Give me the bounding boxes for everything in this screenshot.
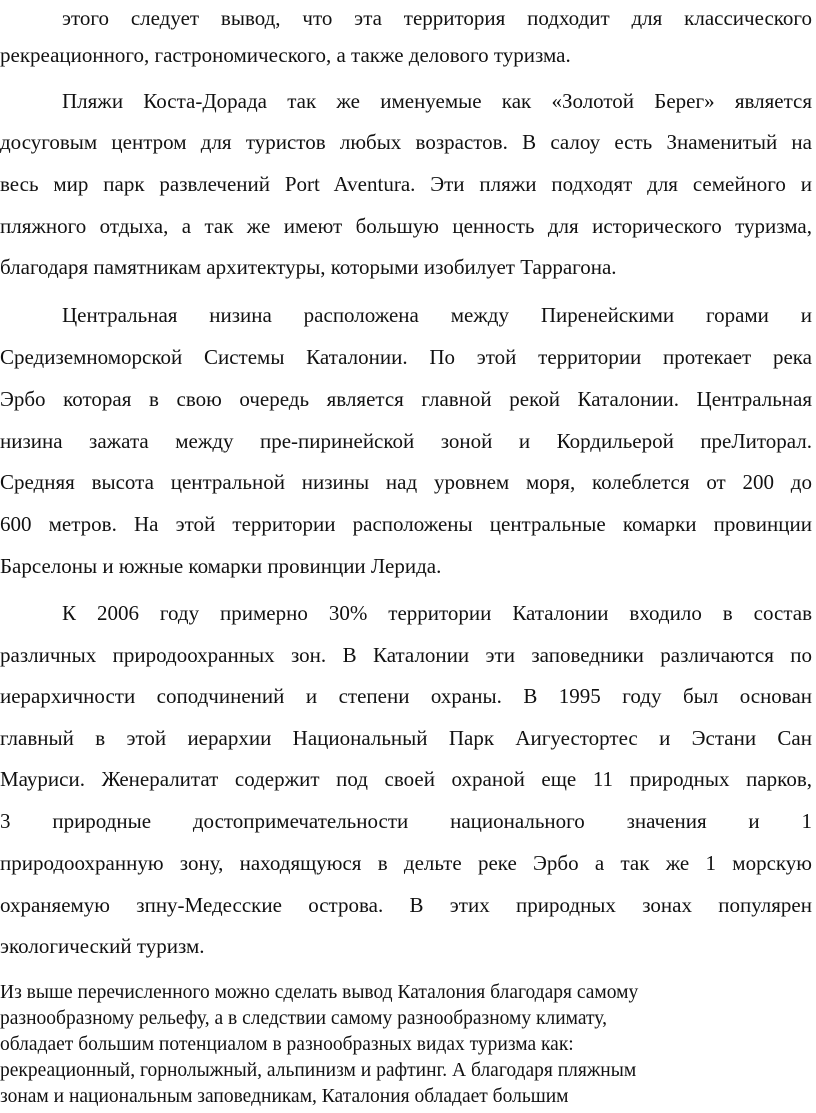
- paragraph-line: пляжного отдыха, а так же имеют большую ценность для исторического туризма,: [0, 214, 812, 238]
- paragraph-line: низина зажата между пре-пиринейской зоной и Кордильерой преЛиторал.: [0, 429, 812, 453]
- paragraph-line: весь мир парк развлечений Port Aventura. Эти пляжи подходят для семейного и: [0, 172, 812, 196]
- paragraph-line: охраняемую зпну-Медесские острова. В этих природных зонах популярен: [0, 893, 812, 917]
- paragraph-line: Центральная низина расположена между Пиренейскими горами и: [62, 303, 812, 327]
- paragraph-line: различных природоохранных зон. В Каталонии эти заповедники различаются по: [0, 643, 812, 667]
- paragraph-line: 600 метров. На этой территории расположены центральные комарки провинции: [0, 512, 812, 536]
- paragraph-line: 3 природные достопримечательности национального значения и 1: [0, 809, 812, 833]
- paragraph-line: природоохранную зону, находящуюся в дельте реке Эрбо а так же 1 морскую: [0, 851, 812, 875]
- paragraph-line: обладает большим потенциалом в разнообразных видах туризма как:: [0, 1034, 574, 1055]
- paragraph-line: благодаря памятникам архитектуры, которыми изобилует Таррагона.: [0, 255, 617, 279]
- paragraph-line: зонам и национальным заповедникам, Каталония обладает большим: [0, 1086, 569, 1107]
- paragraph-line: К 2006 году примерно 30% территории Каталонии входило в состав: [62, 601, 812, 625]
- paragraph-line: Мауриси. Женералитат содержит под своей охраной еще 11 природных парков,: [0, 767, 812, 791]
- paragraph-line: разнообразному рельефу, а в следствии самому разнообразному климату,: [0, 1008, 607, 1029]
- paragraph-line: Средиземноморской Системы Каталонии. По этой территории протекает река: [0, 345, 812, 369]
- paragraph-line: этого следует вывод, что эта территория подходит для классического: [62, 6, 812, 30]
- paragraph-line: Эрбо которая в свою очередь является главной рекой Каталонии. Центральная: [0, 387, 812, 411]
- paragraph-line: Из выше перечисленного можно сделать вывод Каталония благодаря самому: [0, 982, 639, 1003]
- paragraph-line: рекреационного, гастрономического, а также делового туризма.: [0, 43, 571, 67]
- paragraph-line: рекреационный, горнолыжный, альпинизм и рафтинг. А благодаря пляжным: [0, 1060, 637, 1081]
- paragraph-line: Средняя высота центральной низины над уровнем моря, колеблется от 200 до: [0, 470, 812, 494]
- paragraph-line: иерархичности соподчинений и степени охраны. В 1995 году был основан: [0, 684, 812, 708]
- paragraph-line: экологический туризм.: [0, 934, 205, 958]
- paragraph-line: главный в этой иерархии Национальный Парк Аигуестортес и Эстани Сан: [0, 726, 812, 750]
- paragraph-line: досуговым центром для туристов любых возрастов. В салоу есть Знаменитый на: [0, 130, 812, 154]
- paragraph-line: Барселоны и южные комарки провинции Лерида.: [0, 554, 442, 578]
- paragraph-line: Пляжи Коста-Дорада так же именуемые как «Золотой Берег» является: [62, 89, 812, 113]
